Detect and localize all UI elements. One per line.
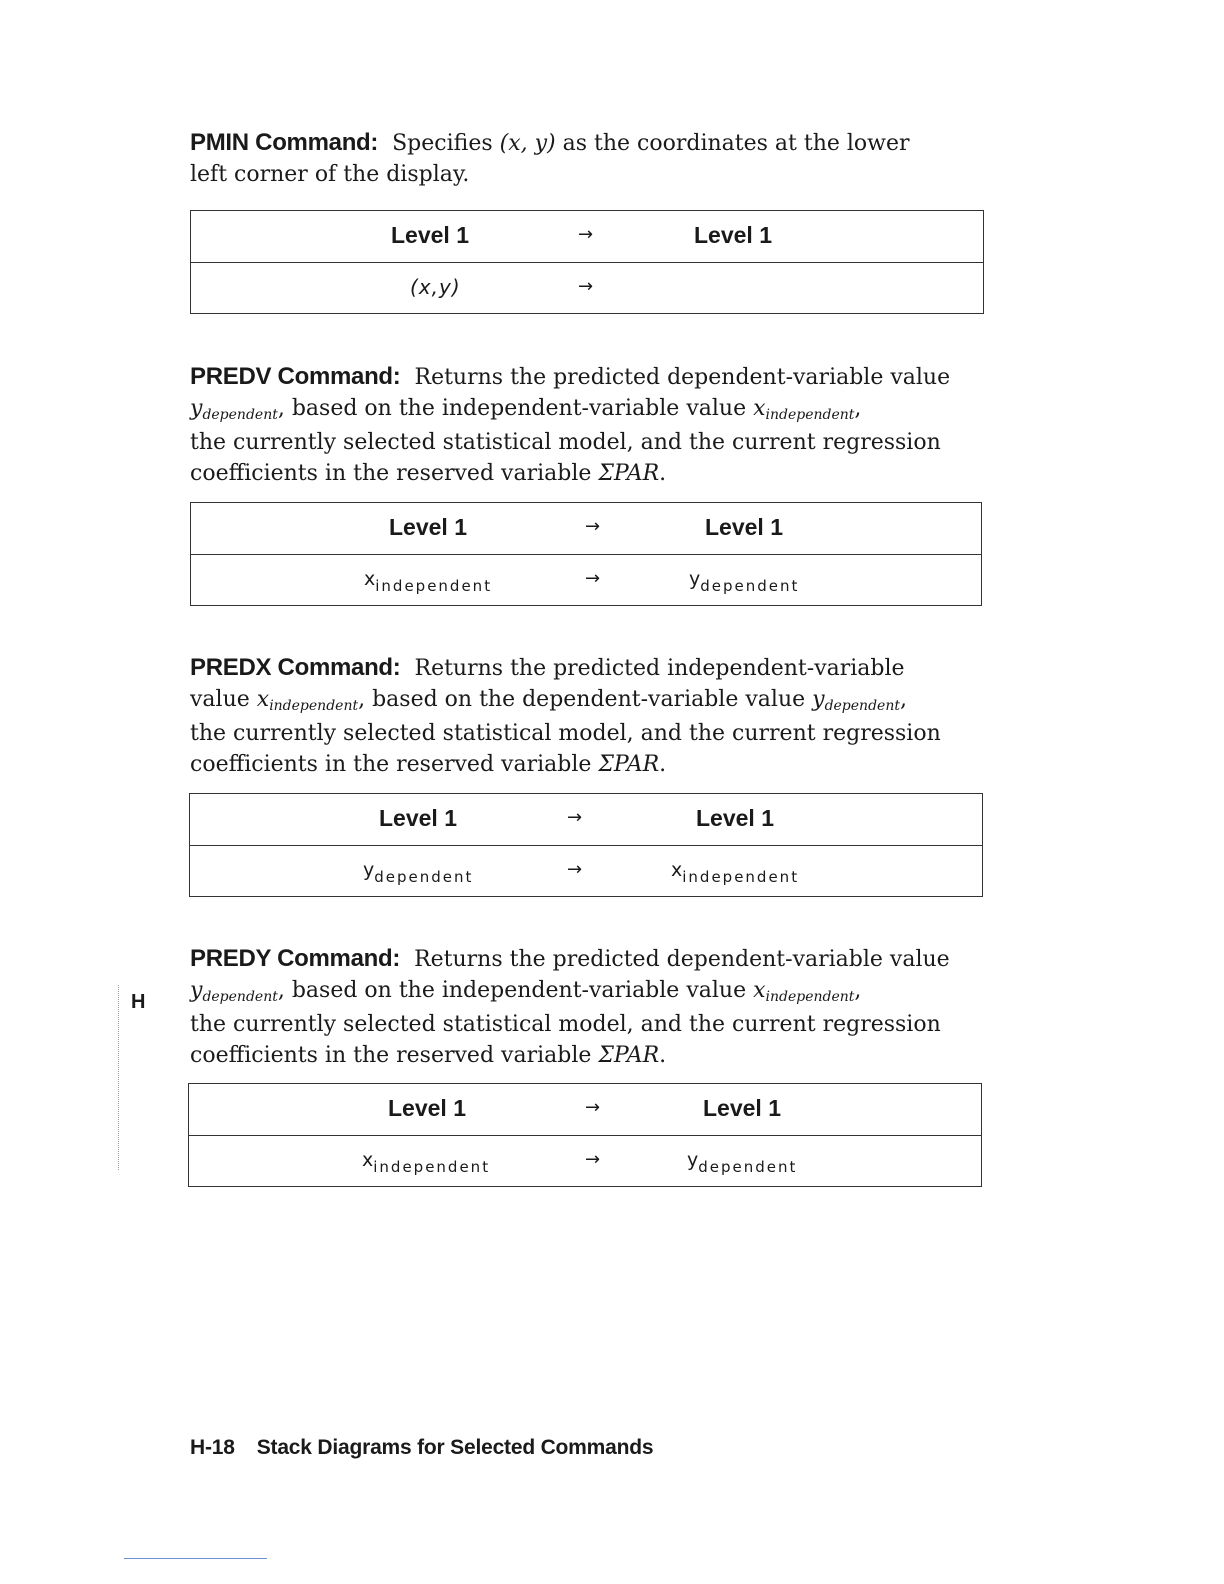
row-output: [671, 846, 799, 897]
predx-line-2: , based on the dependent-variable value: [358, 687, 813, 712]
predv-line-3: the currently selected statistical model, and the current regression: [190, 430, 941, 455]
header-arrow: →: [585, 1097, 601, 1118]
row-output-sub: independent: [682, 868, 800, 886]
row-input-sub: independent: [373, 1158, 491, 1176]
predv-line-4: coefficients in the reserved variable: [190, 461, 599, 486]
header-arrow: →: [567, 807, 583, 828]
predx-section: [190, 652, 990, 780]
predv-line-1: Returns the predicted dependent-variable value: [414, 365, 951, 390]
row-input-sub: independent: [375, 577, 493, 595]
footer-title: Stack Diagrams for Selected Commands: [256, 1436, 654, 1459]
predx-sub-dependent: dependent: [824, 698, 900, 714]
table-row: [190, 846, 982, 897]
table-row: [191, 555, 981, 606]
header-level-in: Level 1: [379, 805, 457, 831]
row-input: (x,y): [410, 275, 461, 299]
predx-line-4-end: .: [659, 752, 667, 777]
predv-command-title: PREDV Command:: [190, 363, 401, 390]
predx-description: [190, 652, 990, 780]
predy-line-4: coefficients in the reserved variable: [190, 1043, 599, 1068]
page-number: H-18: [190, 1436, 235, 1459]
row-output-var: y: [689, 568, 701, 590]
row-output: [687, 1136, 797, 1187]
predx-line-2-start: value: [190, 687, 257, 712]
pmin-coords: (x, y): [499, 131, 556, 156]
table-row: [191, 263, 983, 314]
table-header-row: [189, 1084, 981, 1136]
predv-sub-independent: independent: [765, 407, 855, 423]
header-level-out: Level 1: [696, 805, 774, 831]
predy-command-title: PREDY Command:: [190, 945, 401, 972]
row-output-sub: dependent: [700, 577, 800, 595]
predx-line-4: coefficients in the reserved variable: [190, 752, 599, 777]
predx-line-3: the currently selected statistical model, and the current regression: [190, 721, 941, 746]
row-output-var: x: [671, 859, 683, 881]
row-arrow: →: [578, 276, 594, 297]
predx-var-y: y: [812, 687, 825, 712]
predx-sub-independent: independent: [269, 698, 359, 714]
predy-line-2: , based on the independent-variable value: [277, 978, 754, 1003]
predv-description: [190, 361, 990, 489]
predy-sub-dependent: dependent: [202, 989, 278, 1005]
thumb-tab-line: [118, 985, 121, 1170]
predv-stack-table: [190, 502, 982, 606]
pmin-command-title: PMIN Command:: [190, 129, 379, 156]
predv-var-x: x: [753, 396, 766, 421]
header-level-in: Level 1: [389, 514, 467, 540]
header-arrow: →: [578, 224, 594, 245]
row-arrow: →: [567, 859, 583, 880]
row-input: [363, 846, 473, 897]
pmin-description: [190, 127, 990, 190]
row-input-var: y: [363, 859, 375, 881]
row-arrow: →: [585, 568, 601, 589]
table-header-row: [190, 794, 982, 846]
predx-stack-table: [189, 793, 983, 897]
predy-var-x: x: [753, 978, 766, 1003]
predx-var-x: x: [256, 687, 270, 712]
predy-line-4-end: .: [659, 1043, 667, 1068]
predx-line-2-end: ,: [899, 687, 907, 712]
table-header-row: [191, 503, 981, 555]
predv-line-2-end: ,: [854, 396, 862, 421]
predy-description: [190, 943, 990, 1071]
header-level-in: Level 1: [391, 222, 469, 248]
predy-sub-independent: independent: [765, 989, 855, 1005]
predv-line-2: , based on the independent-variable value: [277, 396, 754, 421]
predv-var-spar: ΣPAR: [598, 461, 660, 486]
row-output-sub: dependent: [698, 1158, 798, 1176]
pmin-section: [190, 127, 990, 190]
predx-command-title: PREDX Command:: [190, 654, 401, 681]
scan-edge-line: [124, 1558, 267, 1559]
header-level-out: Level 1: [694, 222, 772, 248]
predy-line-2-end: ,: [854, 978, 862, 1003]
row-output-var: y: [687, 1149, 699, 1171]
predx-var-spar: ΣPAR: [598, 752, 660, 777]
predv-var-y: y: [190, 396, 203, 421]
row-input-var: x: [362, 1149, 374, 1171]
predy-stack-table: [188, 1083, 982, 1187]
row-output: [689, 555, 799, 606]
row-input: [362, 1136, 490, 1187]
row-input-sub: dependent: [374, 868, 474, 886]
header-level-in: Level 1: [388, 1095, 466, 1121]
thumb-tab-letter: H: [131, 991, 146, 1013]
table-header-row: [191, 211, 983, 263]
predy-section: [190, 943, 990, 1071]
header-level-out: Level 1: [705, 514, 783, 540]
predy-line-1: Returns the predicted dependent-variable value: [414, 947, 950, 972]
row-input-var: x: [364, 568, 376, 590]
predy-var-spar: ΣPAR: [598, 1043, 660, 1068]
header-level-out: Level 1: [703, 1095, 781, 1121]
table-row: [189, 1136, 981, 1187]
page-footer: [190, 1436, 653, 1460]
predx-line-1: Returns the predicted independent-variable: [414, 656, 905, 681]
pmin-stack-table: [190, 210, 984, 314]
predy-var-y: y: [190, 978, 203, 1003]
row-arrow: →: [585, 1149, 601, 1170]
pmin-text-1: Specifies: [392, 131, 500, 156]
row-input: [364, 555, 492, 606]
pmin-text-3: left corner of the display.: [190, 162, 470, 187]
predv-line-4-end: .: [659, 461, 667, 486]
pmin-text-2: as the coordinates at the lower: [555, 131, 910, 156]
predy-line-3: the currently selected statistical model, and the current regression: [190, 1012, 941, 1037]
predv-section: [190, 361, 990, 489]
header-arrow: →: [585, 516, 601, 537]
predv-sub-dependent: dependent: [202, 407, 278, 423]
